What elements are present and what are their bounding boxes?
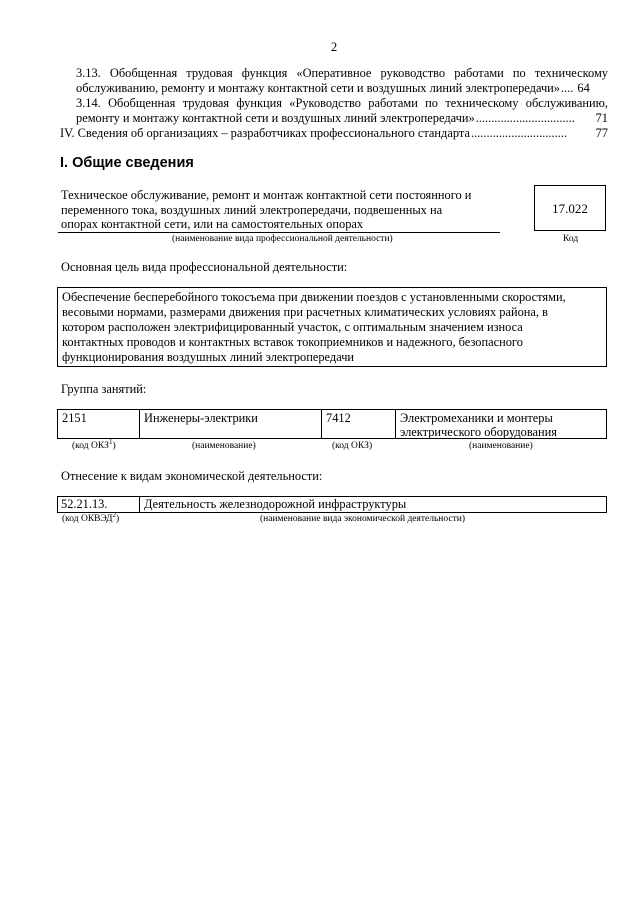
economic-label: Отнесение к видам экономической деятельности: [61,469,323,483]
occupation-name-2-line1: Электромеханики и монтеры [400,411,553,425]
occupations-label: Группа занятий: [61,382,147,396]
toc-item-3-13-line1: 3.13. Обобщенная трудовая функция «Оперативное руководство работами по техническому [76,66,608,80]
occupation-name-1: Инженеры-электрики [144,411,258,425]
activity-line-1: Техническое обслуживание, ремонт и монтаж контактной сети постоянного и [61,188,472,202]
goal-line-4: контактных проводов и контактных вставок токоприемников и надежного, безопасного [62,335,523,349]
goal-line-1: Обеспечение бесперебойного токосъема при движении поездов с установленными скоростями, [62,290,566,304]
occupations-caption-code-1 [72,437,116,452]
toc-item-iv [60,126,608,141]
activity-code: 17.022 [552,201,588,216]
economic-caption-code [62,510,120,525]
footnote-2-marker: 2 [112,510,116,519]
footnote-1-marker: 1 [108,437,113,446]
activity-code-caption: Код [563,234,579,244]
economic-code: 52.21.13. [61,497,108,511]
toc-item-iv-dots: ............................... [470,126,567,140]
economic-caption-name: (наименование вида экономической деятельности) [260,514,465,524]
activity-line-3: опорах контактной сети, или на самостоятельных опорах [61,217,364,231]
occupations-divider-1 [139,409,140,439]
toc-item-3-13-text: обслуживанию, ремонту и монтажу контактной сети и воздушных линий электропередачи» [76,81,561,95]
goal-line-2: весовыми нормами, размерами движения при расчетных климатических условиях района, в [62,305,548,319]
occupations-divider-3 [395,409,396,439]
activity-underline [58,232,500,233]
activity-caption: (наименование вида профессиональной деятельности) [172,234,393,244]
section-title: I. Общие сведения [60,155,194,171]
page-number: 2 [331,40,338,54]
economic-caption-code-end: ) [115,514,120,524]
economic-caption-code-text: (код ОКВЭД [62,514,113,524]
occupations-caption-name-1: (наименование) [192,441,256,451]
economic-divider [139,496,140,513]
toc-item-3-14-page: 71 [595,111,608,125]
economic-name: Деятельность железнодорожной инфраструктуры [144,497,407,511]
occupation-code-2: 7412 [326,411,351,425]
toc-item-iv-text: IV. Сведения об организациях – разработчиках профессионального стандарта [60,126,470,140]
activity-code-box [534,185,606,231]
occupations-caption-name-2: (наименование) [469,441,533,451]
toc-item-iv-page: 77 [595,126,608,140]
goal-line-5: функционирования воздушных линий электропередачи [62,350,355,364]
toc-item-3-14-dots: ................................ [475,111,575,125]
caption-code-1-end: ) [112,441,116,451]
caption-code-1-text: (код ОКЗ [72,441,109,451]
toc-item-3-14-text: ремонту и монтажу контактной сети и воздушных линий электропередачи» [76,111,475,125]
toc-item-3-13-line2 [76,81,608,96]
goal-box [57,287,607,367]
occupations-divider-2 [321,409,322,439]
occupation-code-1: 2151 [62,411,87,425]
toc-item-3-14-line1: 3.14. Обобщенная трудовая функция «Руководство работами по техническому обслуживанию, [76,96,608,110]
goal-label: Основная цель вида профессиональной деятельности: [61,260,348,274]
goal-line-3: котором расположен электрифицированный участок, с оптимальным значением износа [62,320,523,334]
toc-item-3-13-page: 64 [577,81,590,95]
activity-line-2: переменного тока, воздушных линий электропередачи, подвешенных на [61,203,443,217]
occupations-caption-code-2: (код ОКЗ) [332,441,373,451]
toc-item-3-14-line2 [76,111,608,126]
toc-item-3-13-dots: .... [561,81,574,95]
occupation-name-2-line2: электрического оборудования [400,425,558,439]
